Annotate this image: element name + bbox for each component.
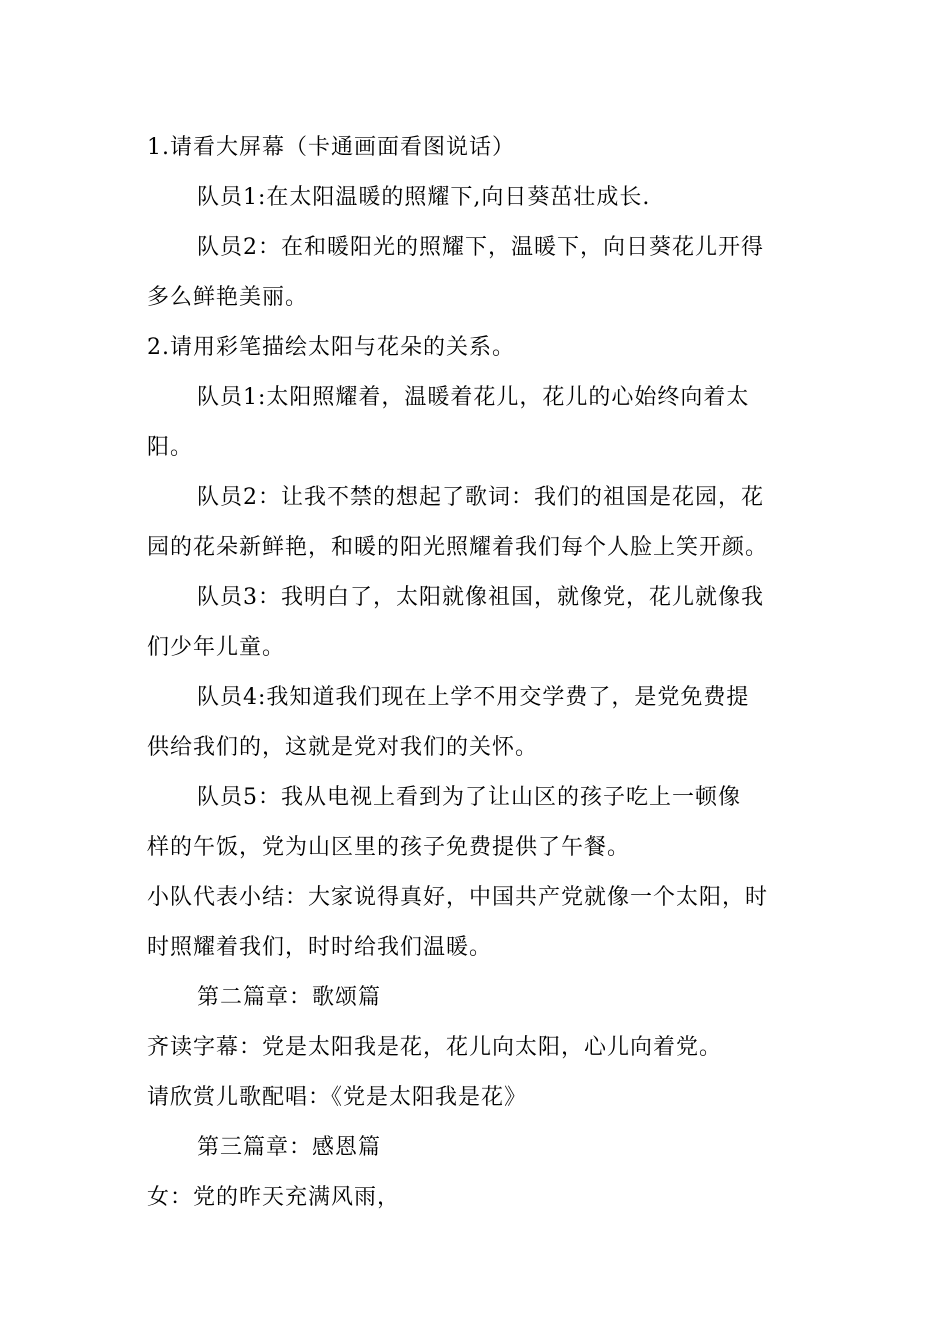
member-5-line-b: 样的午饭，党为山区里的孩子免费提供了午餐。 [147, 835, 631, 860]
chapter-2-heading: 第二篇章：歌颂篇 [197, 985, 382, 1010]
member-5-line-a: 队员5：我从电视上看到为了让山区的孩子吃上一顿像 [197, 785, 741, 810]
member-2-lyrics-b: 园的花朵新鲜艳，和暖的阳光照耀着我们每个人脸上笑开颜。 [147, 535, 769, 560]
item-1-heading: 1.请看大屏幕（卡通画面看图说话） [147, 135, 515, 160]
member-2-lyrics-a: 队员2：让我不禁的想起了歌词：我们的祖国是花园，花 [197, 485, 764, 510]
song-line: 请欣赏儿歌配唱：《党是太阳我是花》 [147, 1085, 528, 1110]
item-2-heading: 2.请用彩笔描绘太阳与花朵的关系。 [147, 335, 515, 360]
member-4-line-a: 队员4:我知道我们现在上学不用交学费了，是党免费提 [197, 685, 750, 710]
member-1-relation-a: 队员1:太阳照耀着，温暖着花儿，花儿的心始终向着太 [197, 385, 750, 410]
group-reading-line: 齐读字幕：党是太阳我是花，花儿向太阳，心儿向着党。 [147, 1035, 723, 1060]
member-1-relation-b: 阳。 [147, 435, 194, 460]
summary-line-a: 小队代表小结：大家说得真好，中国共产党就像一个太阳，时 [147, 885, 769, 910]
member-2-line-a: 队员2：在和暖阳光的照耀下，温暖下，向日葵花儿开得 [197, 235, 764, 260]
chapter-3-heading: 第三篇章：感恩篇 [197, 1135, 382, 1160]
member-1-line: 队员1:在太阳温暖的照耀下,向日葵茁壮成长. [197, 185, 651, 210]
member-2-line-b: 多么鲜艳美丽。 [147, 285, 309, 310]
member-4-line-b: 供给我们的，这就是党对我们的关怀。 [147, 735, 539, 760]
member-3-line-a: 队员3：我明白了，太阳就像祖国，就像党，花儿就像我 [197, 585, 764, 610]
summary-line-b: 时照耀着我们，时时给我们温暖。 [147, 935, 493, 960]
female-line: 女：党的昨天充满风雨， [147, 1185, 401, 1210]
member-3-line-b: 们少年儿童。 [147, 635, 286, 660]
